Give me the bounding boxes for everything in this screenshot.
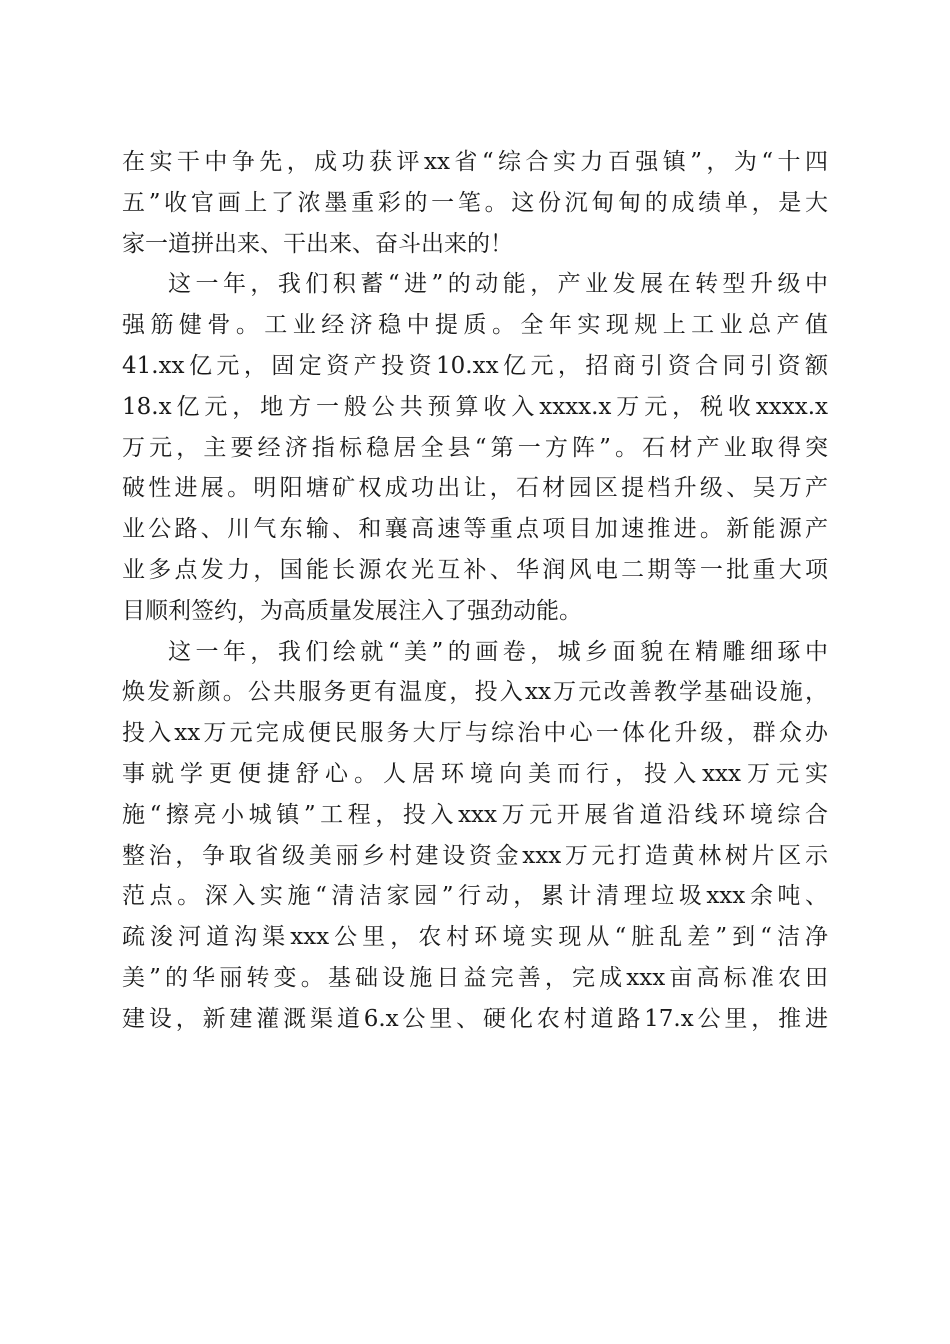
text-line: 范点。深入实施“清洁家园”行动，累计清理垃圾xxx余吨、 <box>122 883 828 910</box>
text-line: 家一道拼出来、干出来、奋斗出来的！ <box>122 230 513 257</box>
text-line: 目顺利签约，为高质量发展注入了强劲动能。 <box>122 597 582 624</box>
text-line: 18.x亿元，地方一般公共预算收入xxxx.x万元，税收xxxx.x <box>122 393 828 420</box>
text-line: 事就学更便捷舒心。人居环境向美而行，投入xxx万元实 <box>122 760 828 787</box>
paragraph-first-line: 这一年，我们绘就“美”的画卷，城乡面貌在精雕细琢中 <box>168 638 828 665</box>
text-line: 强筋健骨。工业经济稳中提质。全年实现规上工业总产值 <box>122 312 828 339</box>
text-line: 投入xx万元完成便民服务大厅与综治中心一体化升级，群众办 <box>122 720 828 747</box>
text-line: 业公路、川气东输、和襄高速等重点项目加速推进。新能源产 <box>122 516 828 543</box>
text-line: 五”收官画上了浓墨重彩的一笔。这份沉甸甸的成绩单，是大 <box>122 189 828 216</box>
text-line: 业多点发力，国能长源农光互补、华润风电二期等一批重大项 <box>122 556 828 583</box>
paragraph-first-line: 这一年，我们积蓄“进”的动能，产业发展在转型升级中 <box>168 271 828 298</box>
text-line: 41.xx亿元，固定资产投资10.xx亿元，招商引资合同引资额 <box>122 352 828 379</box>
text-line: 疏浚河道沟渠xxx公里，农村环境实现从“脏乱差”到“洁净 <box>122 924 828 951</box>
text-line: 整治，争取省级美丽乡村建设资金xxx万元打造黄林树片区示 <box>122 842 828 869</box>
document-body <box>122 142 828 1040</box>
text-line: 在实干中争先，成功获评xx省“综合实力百强镇”，为“十四 <box>122 149 828 175</box>
text-line: 万元，主要经济指标稳居全县“第一方阵”。石材产业取得突 <box>122 434 828 461</box>
text-line: 美”的华丽转变。基础设施日益完善，完成xxx亩高标准农田 <box>122 964 828 991</box>
text-line: 焕发新颜。公共服务更有温度，投入xx万元改善教学基础设施， <box>122 679 828 706</box>
text-line: 施“擦亮小城镇”工程，投入xxx万元开展省道沿线环境综合 <box>122 801 828 828</box>
text-line: 建设，新建灌溉渠道6.x公里、硬化农村道路17.x公里，推进 <box>122 1005 828 1032</box>
text-line: 破性进展。明阳塘矿权成功出让，石材园区提档升级、吴万产 <box>122 475 828 502</box>
